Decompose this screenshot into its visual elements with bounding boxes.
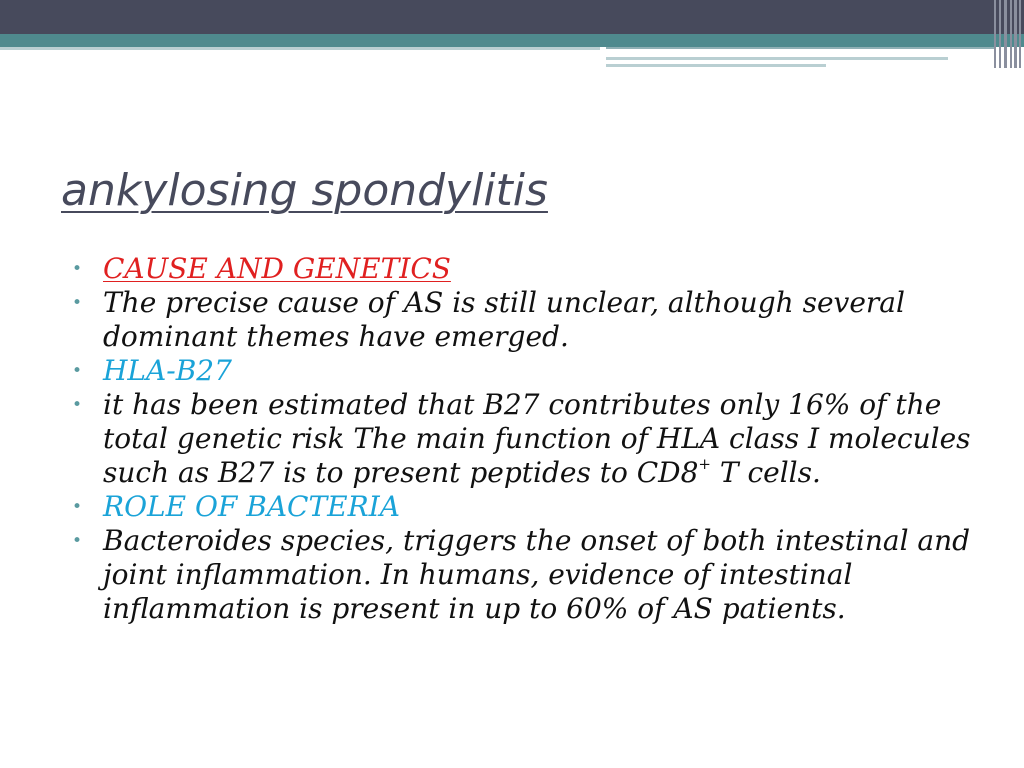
bullet-icon: • bbox=[72, 395, 83, 415]
bullet-icon: • bbox=[72, 361, 83, 381]
header-stripe bbox=[0, 47, 600, 50]
bullet-item-role-of-bacteria bbox=[72, 490, 972, 524]
bullet-icon: • bbox=[72, 497, 83, 517]
section-heading: CAUSE AND GENETICS bbox=[103, 252, 451, 285]
header-stripe bbox=[606, 57, 948, 60]
header-vertical-line bbox=[1014, 0, 1017, 68]
header-dark-band bbox=[0, 0, 1024, 34]
header-vertical-line bbox=[1019, 0, 1021, 68]
header-vertical-line bbox=[994, 0, 996, 68]
bullet-item-hla-b27 bbox=[72, 354, 972, 388]
bullet-text: T cells. bbox=[711, 456, 821, 489]
bullet-icon: • bbox=[72, 259, 83, 279]
header-vertical-line bbox=[1010, 0, 1012, 68]
bullet-item bbox=[72, 524, 972, 626]
header-stripe bbox=[606, 47, 996, 49]
section-heading: ROLE OF BACTERIA bbox=[103, 490, 400, 523]
header-stripe bbox=[606, 64, 826, 67]
superscript: + bbox=[698, 455, 711, 473]
slide-title: ankylosing spondylitis bbox=[61, 165, 548, 216]
bullet-item bbox=[72, 388, 972, 490]
section-heading: HLA-B27 bbox=[103, 354, 232, 387]
bullet-item-cause-genetics bbox=[72, 252, 972, 286]
header-teal-band bbox=[0, 34, 1024, 47]
header-vertical-line bbox=[1004, 0, 1007, 68]
bullet-item bbox=[72, 286, 972, 354]
bullet-icon: • bbox=[72, 531, 83, 551]
bullet-text: it has been estimated that B27 contributes only 16% of the total genetic risk The main function of HLA class I molecules such as B27 is to present peptides to CD8 bbox=[103, 388, 971, 489]
bullet-text: The precise cause of AS is still unclear, although several dominant themes have emerged. bbox=[103, 286, 905, 353]
bullet-icon: • bbox=[72, 293, 83, 313]
bullet-list bbox=[72, 252, 972, 626]
header-vertical-line bbox=[999, 0, 1001, 68]
bullet-text: Bacteroides species, triggers the onset of both intestinal and joint inflammation. In humans, evidence of intestinal inflammation is present in up to 60% of AS patients. bbox=[103, 524, 971, 625]
